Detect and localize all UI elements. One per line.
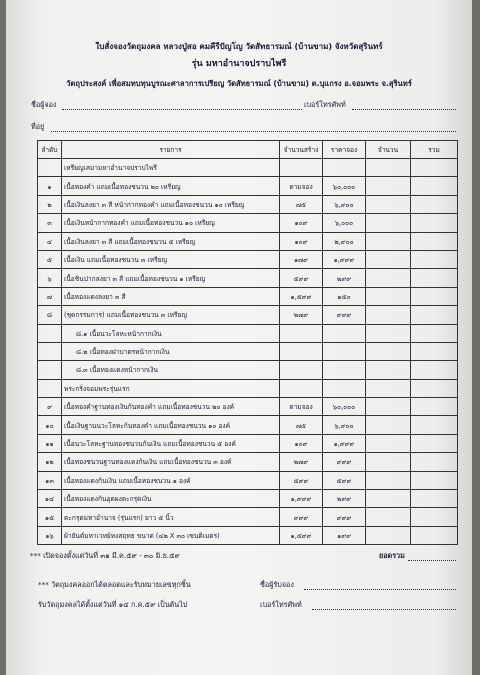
row-no bbox=[38, 361, 62, 379]
row-amount-input[interactable] bbox=[366, 232, 411, 250]
row-amount-input[interactable] bbox=[366, 379, 411, 397]
row-qty-made bbox=[280, 361, 323, 379]
address-label: ที่อยู่ bbox=[31, 122, 45, 131]
row-qty-made: ๑๐๙ bbox=[280, 232, 323, 250]
row-qty-made: ๙๙๙ bbox=[280, 508, 323, 526]
table-row bbox=[38, 232, 458, 250]
row-total-input[interactable] bbox=[411, 214, 458, 232]
row-item: เหรียญเสมามหาอำนาจปราบไพรี bbox=[62, 159, 280, 177]
row-qty-made: ๕๙๙ bbox=[280, 471, 323, 489]
table-row bbox=[38, 398, 458, 416]
row-item: เนื้อนวะโลหะฐานทองชนวนก้นเงิน แถมเนื้อทองชนวน ๕ องค์ bbox=[62, 434, 280, 452]
receiver-field[interactable] bbox=[304, 589, 456, 590]
receiver-phone-label: เบอร์โทรศัพท์ bbox=[260, 600, 302, 609]
row-item: เนื้อเงินฐานนวะโลหะก้นทองคำ แถมเนื้อทองชนวน ๑๐ องค์ bbox=[62, 416, 280, 434]
row-qty-made: ๑,๕๙๙ bbox=[280, 526, 323, 544]
row-item: เนื้อเงินลงยา ๓ สี หน้ากากทองคำ แถมเนื้อทองชนวน ๑๐ เหรียญ bbox=[62, 195, 280, 213]
row-total-input[interactable] bbox=[411, 232, 458, 250]
row-qty-made bbox=[280, 159, 323, 177]
row-amount-input[interactable] bbox=[366, 214, 411, 232]
header-no: ลำดับ bbox=[38, 141, 62, 159]
row-no: ๑๑ bbox=[38, 434, 62, 452]
row-no: ๙ bbox=[38, 398, 62, 416]
row-total-input[interactable] bbox=[411, 526, 458, 544]
row-total-input[interactable] bbox=[411, 306, 458, 324]
row-no: ๕ bbox=[38, 250, 62, 268]
row-price: ๒๙๙ bbox=[323, 269, 366, 287]
row-qty-made: ๒๗๙ bbox=[280, 306, 323, 324]
row-total-input[interactable] bbox=[411, 342, 458, 360]
row-amount-input[interactable] bbox=[366, 471, 411, 489]
row-item: ๘.๑ เนื้อนวะโลหะหน้ากากเงิน bbox=[62, 324, 280, 342]
row-qty-made: ๑๗๙ bbox=[280, 250, 323, 268]
row-amount-input[interactable] bbox=[366, 526, 411, 544]
row-total-input[interactable] bbox=[411, 490, 458, 508]
row-amount-input[interactable] bbox=[366, 416, 411, 434]
pickup-note: รับวัตถุมงคลได้ตั้งแต่วันที่ ๑๔ ก.ค.๕๙ เป็นต้นไป bbox=[38, 600, 188, 609]
row-item: เนื้อเงิน แถมเนื้อทองชนวน ๓ เหรียญ bbox=[62, 250, 280, 268]
row-price: ๙๙๙ bbox=[323, 453, 366, 471]
row-amount-input[interactable] bbox=[366, 490, 411, 508]
row-total-input[interactable] bbox=[411, 250, 458, 268]
table-row bbox=[38, 342, 458, 360]
table-row bbox=[38, 177, 458, 195]
row-amount-input[interactable] bbox=[366, 324, 411, 342]
row-total-input[interactable] bbox=[411, 324, 458, 342]
row-qty-made: ๕๙๙ bbox=[280, 269, 323, 287]
receiver-label: ชื่อผู้รับจอง bbox=[260, 580, 294, 589]
table-row bbox=[38, 287, 458, 305]
form-subtitle: รุ่น มหาอำนาจปราบไพรี bbox=[191, 59, 287, 69]
row-no: ๗ bbox=[38, 287, 62, 305]
table-row bbox=[38, 159, 458, 177]
row-qty-made: ๑๐๙ bbox=[280, 434, 323, 452]
table-row bbox=[38, 250, 458, 268]
row-total-input[interactable] bbox=[411, 453, 458, 471]
row-no: ๑๕ bbox=[38, 508, 62, 526]
table-row bbox=[38, 195, 458, 213]
table-row bbox=[38, 453, 458, 471]
row-total-input[interactable] bbox=[411, 434, 458, 452]
row-item: พระกริ่งจอมพระรุ่นแรก bbox=[62, 379, 280, 397]
phone-label: เบอร์โทรศัพท์ bbox=[304, 100, 346, 109]
row-item: เนื้อทองแดงก้นอุดผงตะกรุดเงิน bbox=[62, 490, 280, 508]
header-price: ราคาจอง bbox=[323, 141, 366, 159]
table-row bbox=[38, 526, 458, 544]
form-purpose: วัตถุประสงค์ เพื่อสมทบทุนบูรณะศาลาการเปรียญ วัดสัทธารมณ์ (บ้านขาม) ต.บุแกรง อ.จอมพระ จ.สุรินทร์ bbox=[66, 79, 412, 88]
row-amount-input[interactable] bbox=[366, 453, 411, 471]
table-row bbox=[38, 324, 458, 342]
row-no: ๑๖ bbox=[38, 526, 62, 544]
total-label: ยอดรวม bbox=[379, 551, 405, 560]
row-total-input[interactable] bbox=[411, 269, 458, 287]
row-no: ๑๓ bbox=[38, 471, 62, 489]
row-qty-made: ๑,๙๙๙ bbox=[280, 490, 323, 508]
row-amount-input[interactable] bbox=[366, 177, 411, 195]
row-no bbox=[38, 159, 62, 177]
row-item: เนื้อทองคำฐานทองเงินก้นทองคำ แถมเนื้อทองชนวน ๒๐ องค์ bbox=[62, 398, 280, 416]
row-item: เนื้อชินปากลงยา ๓ สี แถมเนื้อทองชนวน ๑ เหรียญ bbox=[62, 269, 280, 287]
order-form-sheet bbox=[6, 0, 472, 675]
row-total-input[interactable] bbox=[411, 508, 458, 526]
row-no: ๑ bbox=[38, 177, 62, 195]
row-price: ๙๙๙ bbox=[323, 306, 366, 324]
row-total-input[interactable] bbox=[411, 416, 458, 434]
row-price: ๑๕๐ bbox=[323, 287, 366, 305]
receiver-phone-field[interactable] bbox=[312, 609, 456, 610]
row-price: ๕๙๙ bbox=[323, 471, 366, 489]
row-no bbox=[38, 342, 62, 360]
table-row bbox=[38, 361, 458, 379]
row-no: ๑๔ bbox=[38, 490, 62, 508]
delivery-note: *** วัตถุมงคลออกได้ตลอดและรับหมายเลขทุกชิ้น bbox=[38, 580, 191, 589]
row-no: ๘ bbox=[38, 306, 62, 324]
table-row bbox=[38, 269, 458, 287]
row-amount-input[interactable] bbox=[366, 287, 411, 305]
row-price bbox=[323, 159, 366, 177]
row-qty-made: ตามจอง bbox=[280, 398, 323, 416]
row-item: เนื้อเงินหน้ากากทองคำ แถมเนื้อทองชนวน ๑๐ เหรียญ bbox=[62, 214, 280, 232]
row-item: เนื้อทองแดงลงยา ๓ สี bbox=[62, 287, 280, 305]
row-amount-input[interactable] bbox=[366, 361, 411, 379]
booking-period-note: *** เปิดจองตั้งแต่วันที่ ๓๑ มี.ค.๕๙ - ๓๐ มิ.ย.๕๙ bbox=[30, 551, 180, 560]
row-qty-made: ๒๗๙ bbox=[280, 453, 323, 471]
table-row bbox=[38, 416, 458, 434]
table-row bbox=[38, 214, 458, 232]
row-total-input[interactable] bbox=[411, 471, 458, 489]
form-title: ใบสั่งจองวัตถุมงคล หลวงปู่สอ คมคีรีปัญโญ วัดสัทธารมณ์ (บ้านขาม) จังหวัดสุรินทร์ bbox=[95, 42, 383, 51]
row-no bbox=[38, 379, 62, 397]
row-price: ๖,๙๐๐ bbox=[323, 195, 366, 213]
row-qty-made bbox=[280, 324, 323, 342]
table-row bbox=[38, 379, 458, 397]
row-amount-input[interactable] bbox=[366, 195, 411, 213]
row-amount-input[interactable] bbox=[366, 269, 411, 287]
row-no: ๑๒ bbox=[38, 453, 62, 471]
row-amount-input[interactable] bbox=[366, 398, 411, 416]
row-qty-made: ๑,๕๙๙ bbox=[280, 287, 323, 305]
row-item: เนื้อทองคำ แถมเนื้อทองชนวน ๒๐ เหรียญ bbox=[62, 177, 280, 195]
row-amount-input[interactable] bbox=[366, 159, 411, 177]
row-total-input[interactable] bbox=[411, 177, 458, 195]
row-no: ๓ bbox=[38, 214, 62, 232]
header-qty-made: จำนวนสร้าง bbox=[280, 141, 323, 159]
total-field[interactable] bbox=[408, 560, 456, 561]
row-price: ๒๙๙ bbox=[323, 490, 366, 508]
row-price bbox=[323, 379, 366, 397]
row-item: ๘.๒ เนื้อทองฝาบาตรหน้ากากเงิน bbox=[62, 342, 280, 360]
row-total-input[interactable] bbox=[411, 159, 458, 177]
row-qty-made bbox=[280, 342, 323, 360]
row-item: เนื้อทองแดงก้นเงิน แถมเนื้อทองชนวน ๑ องค์ bbox=[62, 471, 280, 489]
row-total-input[interactable] bbox=[411, 361, 458, 379]
row-item: ผ้ายันต์มหาเวทย์หงสฤทธ ขนาด (๔๒ X ๓๐ เซนติเมตร) bbox=[62, 526, 280, 544]
row-item: ๘.๓ เนื้อทองแดงหน้ากากเงิน bbox=[62, 361, 280, 379]
row-amount-input[interactable] bbox=[366, 342, 411, 360]
row-amount-input[interactable] bbox=[366, 250, 411, 268]
row-price: ๒,๙๐๐ bbox=[323, 232, 366, 250]
table-row bbox=[38, 508, 458, 526]
row-total-input[interactable] bbox=[411, 398, 458, 416]
row-no: ๔ bbox=[38, 232, 62, 250]
row-price: ๑๙๙ bbox=[323, 526, 366, 544]
order-table bbox=[37, 140, 458, 545]
row-total-input[interactable] bbox=[411, 287, 458, 305]
row-price: ๖,๙๐๐ bbox=[323, 416, 366, 434]
row-price: ๙๙๙ bbox=[323, 508, 366, 526]
row-price: ๖๐,๐๐๐ bbox=[323, 177, 366, 195]
row-qty-made: ตามจอง bbox=[280, 177, 323, 195]
row-price bbox=[323, 324, 366, 342]
row-total-input[interactable] bbox=[411, 379, 458, 397]
row-qty-made: ๑๐๙ bbox=[280, 214, 323, 232]
row-total-input[interactable] bbox=[411, 195, 458, 213]
phone-field[interactable] bbox=[352, 109, 456, 110]
header-item: รายการ bbox=[62, 141, 280, 159]
row-amount-input[interactable] bbox=[366, 434, 411, 452]
row-item: ตะกรุดมหาอำนาจ (รุ่นแรก) ยาว ๕ นิ้ว bbox=[62, 508, 280, 526]
row-price bbox=[323, 342, 366, 360]
table-row bbox=[38, 434, 458, 452]
row-no: ๑๐ bbox=[38, 416, 62, 434]
row-item: (ชุดกรรมการ) แถมเนื้อทองชนวน ๓ เหรียญ bbox=[62, 306, 280, 324]
row-qty-made bbox=[280, 379, 323, 397]
row-qty-made: ๗๕ bbox=[280, 416, 323, 434]
name-label: ชื่อผู้จอง bbox=[31, 100, 57, 109]
row-price: ๖๐,๐๐๐ bbox=[323, 398, 366, 416]
row-no: ๖ bbox=[38, 269, 62, 287]
row-amount-input[interactable] bbox=[366, 306, 411, 324]
row-price: ๖,๐๐๐ bbox=[323, 214, 366, 232]
row-price bbox=[323, 361, 366, 379]
address-field[interactable] bbox=[51, 131, 456, 132]
table-row bbox=[38, 306, 458, 324]
row-price: ๑,๙๙๙ bbox=[323, 250, 366, 268]
row-amount-input[interactable] bbox=[366, 508, 411, 526]
row-no bbox=[38, 324, 62, 342]
name-field[interactable] bbox=[62, 109, 302, 110]
table-header-row bbox=[38, 141, 458, 159]
table-row bbox=[38, 490, 458, 508]
row-price: ๑,๙๙๙ bbox=[323, 434, 366, 452]
header-total: รวม bbox=[411, 141, 458, 159]
row-item: เนื้อเงินลงยา ๓ สี แถมเนื้อทองชนวน ๕ เหรียญ bbox=[62, 232, 280, 250]
table-row bbox=[38, 471, 458, 489]
row-qty-made: ๗๕ bbox=[280, 195, 323, 213]
row-item: เนื้อทองชนวนฐานทองแดงก้นเงิน แถมเนื้อทองชนวน ๓ องค์ bbox=[62, 453, 280, 471]
header-amount: จำนวน bbox=[366, 141, 411, 159]
row-no: ๒ bbox=[38, 195, 62, 213]
